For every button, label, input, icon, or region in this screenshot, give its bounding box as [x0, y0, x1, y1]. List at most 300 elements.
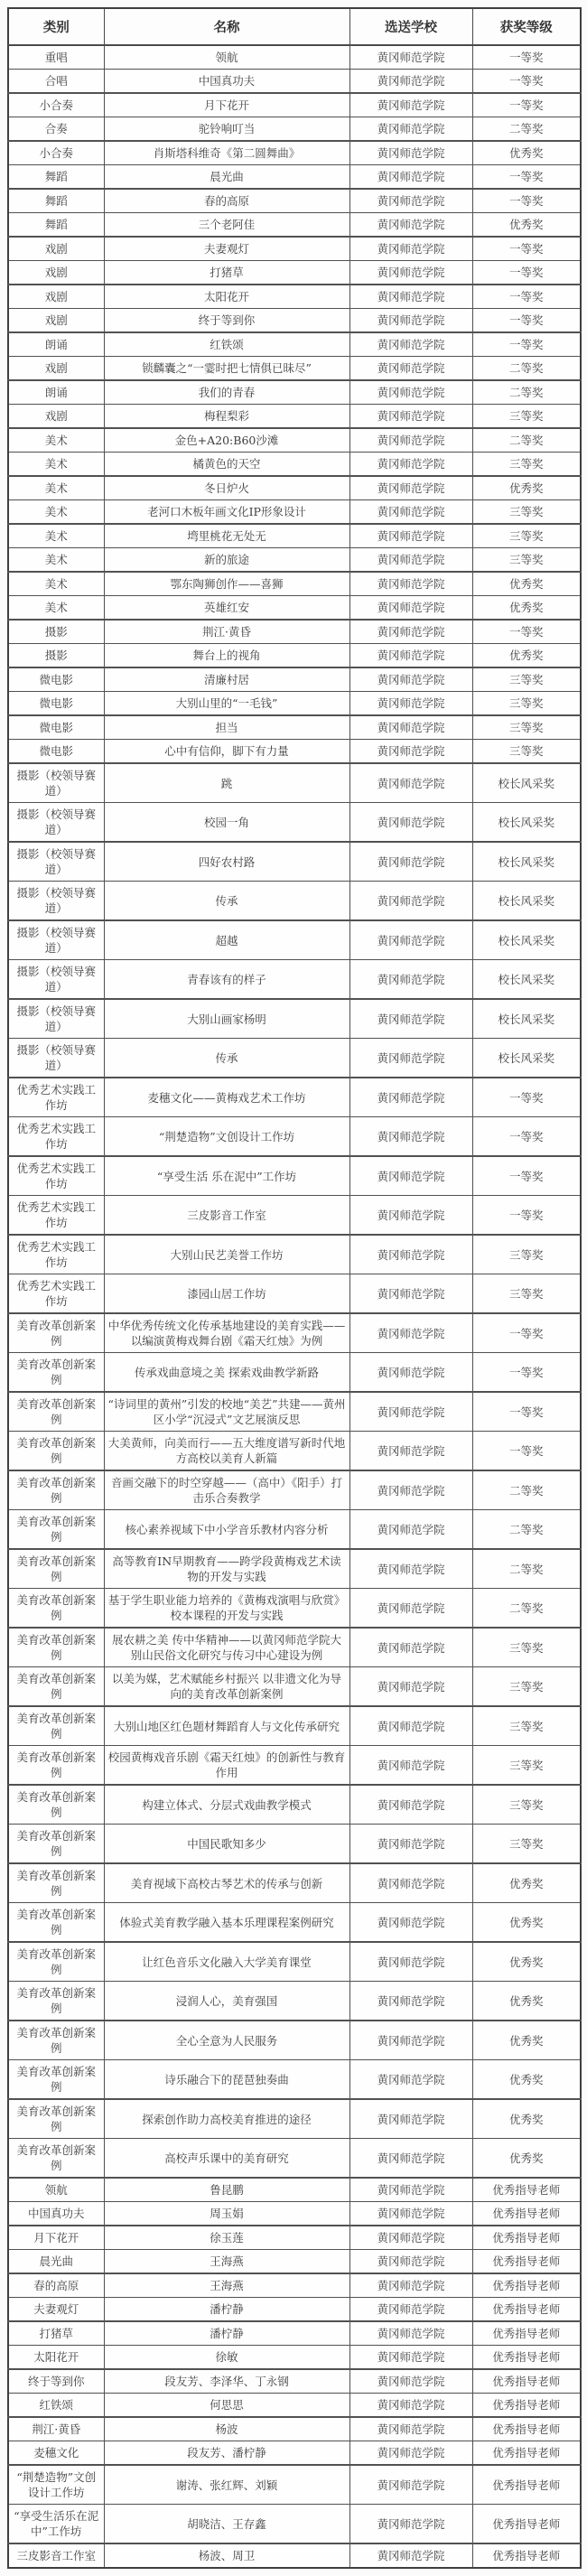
cell-award: 优秀指导老师 — [472, 2226, 581, 2250]
table-row — [8, 1628, 581, 1667]
table-row — [8, 2298, 581, 2322]
cell-name: 青春该有的样子 — [104, 960, 349, 1000]
cell-name: 校园一角 — [104, 803, 349, 843]
cell-school: 黄冈师范学院 — [349, 2250, 472, 2274]
cell-award: 优秀奖 — [472, 644, 581, 668]
cell-category: 戏剧 — [8, 309, 104, 333]
cell-category: 戏剧 — [8, 261, 104, 285]
table-row — [8, 842, 581, 882]
table-row — [8, 2178, 581, 2202]
cell-award: 优秀指导老师 — [472, 2543, 581, 2568]
table-row — [8, 405, 581, 429]
table-row — [8, 2060, 581, 2100]
cell-name: 潘柠静 — [104, 2298, 349, 2322]
cell-category: 领航 — [8, 2178, 104, 2202]
cell-school: 黄冈师范学院 — [349, 2417, 472, 2441]
cell-school: 黄冈师范学院 — [349, 2202, 472, 2226]
cell-name: 梅程梨彩 — [104, 405, 349, 429]
cell-category: “享受生活乐在泥中”工作坊 — [8, 2505, 104, 2544]
cell-name: 月下花开 — [104, 93, 349, 117]
cell-award: 优秀奖 — [472, 141, 581, 165]
cell-award: 校长风采奖 — [472, 763, 581, 803]
table-row — [8, 1589, 581, 1629]
cell-award: 校长风采奖 — [472, 960, 581, 1000]
cell-school: 黄冈师范学院 — [349, 1982, 472, 2021]
cell-name: 晨光曲 — [104, 165, 349, 190]
cell-category: 优秀艺术实践工作坊 — [8, 1117, 104, 1157]
cell-school: 黄冈师范学院 — [349, 2441, 472, 2466]
cell-name: 传承 — [104, 882, 349, 921]
cell-category: 微电影 — [8, 692, 104, 716]
cell-award: 一等奖 — [472, 261, 581, 285]
table-row — [8, 2099, 581, 2139]
cell-award: 优秀奖 — [472, 1942, 581, 1982]
cell-name: “诗词里的黄州”引发的校地“美艺”共建——黄州区小学“沉浸式”文艺展演反思 — [104, 1392, 349, 1432]
cell-school: 黄冈师范学院 — [349, 596, 472, 621]
cell-category: 美育改革创新案例 — [8, 1628, 104, 1667]
cell-school: 黄冈师范学院 — [349, 1903, 472, 1943]
table-row — [8, 715, 581, 740]
cell-school: 黄冈师范学院 — [349, 1863, 472, 1903]
cell-award: 优秀指导老师 — [472, 2394, 581, 2418]
cell-name: 体验式美育教学融入基本乐理课程案例研究 — [104, 1903, 349, 1943]
table-row — [8, 261, 581, 285]
cell-award: 二等奖 — [472, 357, 581, 381]
cell-school: 黄冈师范学院 — [349, 2139, 472, 2179]
cell-name: 潘柠静 — [104, 2321, 349, 2346]
table-header — [8, 8, 581, 45]
cell-award: 三等奖 — [472, 405, 581, 429]
cell-name: 鲁昆鹏 — [104, 2178, 349, 2202]
cell-school: 黄冈师范学院 — [349, 70, 472, 94]
cell-category: 重唱 — [8, 45, 104, 70]
cell-category: 合唱 — [8, 70, 104, 94]
cell-school: 黄冈师范学院 — [349, 763, 472, 803]
cell-school: 黄冈师范学院 — [349, 141, 472, 165]
cell-award: 一等奖 — [472, 237, 581, 261]
cell-award: 二等奖 — [472, 1589, 581, 1629]
cell-category: 戏剧 — [8, 357, 104, 381]
cell-school: 黄冈师范学院 — [349, 1628, 472, 1667]
cell-name: 段友芳、潘柠静 — [104, 2441, 349, 2466]
cell-school: 黄冈师范学院 — [349, 453, 472, 477]
cell-award: 校长风采奖 — [472, 1039, 581, 1078]
cell-award: 一等奖 — [472, 620, 581, 644]
cell-school: 黄冈师范学院 — [349, 165, 472, 190]
cell-category: “荆楚造物”文创设计工作坊 — [8, 2465, 104, 2505]
table-row — [8, 2543, 581, 2568]
cell-school: 黄冈师范学院 — [349, 2505, 472, 2544]
cell-award: 优秀指导老师 — [472, 2250, 581, 2274]
cell-school: 黄冈师范学院 — [349, 476, 472, 500]
cell-category: 微电影 — [8, 740, 104, 764]
cell-award: 优秀奖 — [472, 2060, 581, 2100]
table-row — [8, 1392, 581, 1432]
cell-school: 黄冈师范学院 — [349, 2021, 472, 2060]
cell-category: 美术 — [8, 476, 104, 500]
header-row — [8, 8, 581, 45]
cell-school: 黄冈师范学院 — [349, 1549, 472, 1589]
table-body — [8, 45, 581, 2568]
table-row — [8, 1746, 581, 1786]
cell-school: 黄冈师范学院 — [349, 882, 472, 921]
cell-category: 美育改革创新案例 — [8, 2099, 104, 2139]
cell-school: 黄冈师范学院 — [349, 332, 472, 357]
table-row — [8, 309, 581, 333]
cell-name: 王海燕 — [104, 2273, 349, 2298]
cell-name: 谢涛、张红辉、刘颖 — [104, 2465, 349, 2505]
cell-category: 美育改革创新案例 — [8, 1510, 104, 1550]
table-row — [8, 2465, 581, 2505]
cell-category: 摄影（校领导赛道） — [8, 920, 104, 960]
table-row — [8, 1432, 581, 1471]
cell-category: 美术 — [8, 453, 104, 477]
table-row — [8, 1196, 581, 1236]
cell-school: 黄冈师范学院 — [349, 1432, 472, 1471]
cell-category: 美育改革创新案例 — [8, 2139, 104, 2179]
cell-award: 二等奖 — [472, 117, 581, 142]
header-category: 类别 — [8, 8, 104, 45]
cell-school: 黄冈师范学院 — [349, 803, 472, 843]
cell-category: 美育改革创新案例 — [8, 1706, 104, 1746]
cell-category: 麦穗文化 — [8, 2441, 104, 2466]
header-name: 名称 — [104, 8, 349, 45]
cell-category: 舞蹈 — [8, 165, 104, 190]
cell-category: 夫妻观灯 — [8, 2298, 104, 2322]
cell-award: 优秀奖 — [472, 1863, 581, 1903]
cell-award: 一等奖 — [472, 1156, 581, 1196]
cell-name: 金色+A20:B60沙滩 — [104, 428, 349, 453]
cell-name: 基于学生职业能力培养的《黄梅戏演唱与欣赏》校本课程的开发与实践 — [104, 1589, 349, 1629]
cell-award: 三等奖 — [472, 1235, 581, 1274]
cell-award: 三等奖 — [472, 548, 581, 573]
cell-award: 三等奖 — [472, 740, 581, 764]
table-row — [8, 1235, 581, 1274]
cell-school: 黄冈师范学院 — [349, 548, 472, 573]
cell-name: 探索创作助力高校美育推进的途径 — [104, 2099, 349, 2139]
cell-category: 美育改革创新案例 — [8, 1432, 104, 1471]
cell-category: 小合奏 — [8, 141, 104, 165]
cell-name: 高等教育IN早期教育——跨学段黄梅戏艺术读物的开发与实践 — [104, 1549, 349, 1589]
cell-school: 黄冈师范学院 — [349, 1942, 472, 1982]
cell-award: 一等奖 — [472, 285, 581, 309]
cell-name: 夫妻观灯 — [104, 237, 349, 261]
table-row — [8, 882, 581, 921]
table-row — [8, 572, 581, 596]
cell-name: 荆江·黄昏 — [104, 620, 349, 644]
cell-category: 摄影 — [8, 644, 104, 668]
cell-award: 三等奖 — [472, 715, 581, 740]
cell-category: 舞蹈 — [8, 189, 104, 213]
cell-school: 黄冈师范学院 — [349, 261, 472, 285]
cell-name: 漆园山居工作坊 — [104, 1274, 349, 1314]
cell-school: 黄冈师范学院 — [349, 237, 472, 261]
cell-school: 黄冈师范学院 — [349, 1039, 472, 1078]
cell-award: 三等奖 — [472, 1274, 581, 1314]
cell-award: 二等奖 — [472, 1470, 581, 1510]
cell-school: 黄冈师范学院 — [349, 999, 472, 1039]
cell-award: 一等奖 — [472, 1353, 581, 1393]
cell-category: 美术 — [8, 428, 104, 453]
cell-school: 黄冈师范学院 — [349, 309, 472, 333]
cell-school: 黄冈师范学院 — [349, 2346, 472, 2370]
cell-name: 徐玉莲 — [104, 2226, 349, 2250]
cell-school: 黄冈师范学院 — [349, 740, 472, 764]
cell-name: 橘黄色的天空 — [104, 453, 349, 477]
cell-school: 黄冈师范学院 — [349, 1785, 472, 1825]
table-row — [8, 2369, 581, 2394]
cell-award: 三等奖 — [472, 1706, 581, 1746]
cell-school: 黄冈师范学院 — [349, 1078, 472, 1117]
cell-award: 优秀指导老师 — [472, 2273, 581, 2298]
table-row — [8, 2441, 581, 2466]
table-row — [8, 2321, 581, 2346]
cell-category: 美育改革创新案例 — [8, 2060, 104, 2100]
table-row — [8, 476, 581, 500]
cell-category: 美育改革创新案例 — [8, 2021, 104, 2060]
cell-school: 黄冈师范学院 — [349, 1510, 472, 1550]
table-row — [8, 2226, 581, 2250]
cell-category: 美育改革创新案例 — [8, 1982, 104, 2021]
table-row — [8, 428, 581, 453]
cell-school: 黄冈师范学院 — [349, 285, 472, 309]
cell-name: 胡晓洁、王存鑫 — [104, 2505, 349, 2544]
cell-category: 美育改革创新案例 — [8, 1392, 104, 1432]
cell-name: 超越 — [104, 920, 349, 960]
cell-award: 三等奖 — [472, 453, 581, 477]
cell-name: 传承戏曲意境之美 探索戏曲教学新路 — [104, 1353, 349, 1393]
cell-school: 黄冈师范学院 — [349, 2465, 472, 2505]
table-row — [8, 999, 581, 1039]
cell-name: 老河口木板年画文化IP形象设计 — [104, 500, 349, 525]
cell-category: 微电影 — [8, 667, 104, 692]
cell-category: 摄影（校领导赛道） — [8, 842, 104, 882]
cell-award: 三等奖 — [472, 1785, 581, 1825]
cell-category: 美育改革创新案例 — [8, 1785, 104, 1825]
table-row — [8, 692, 581, 716]
cell-school: 黄冈师范学院 — [349, 960, 472, 1000]
cell-category: 美育改革创新案例 — [8, 1589, 104, 1629]
cell-award: 优秀奖 — [472, 2139, 581, 2179]
cell-award: 校长风采奖 — [472, 803, 581, 843]
table-row — [8, 2346, 581, 2370]
cell-name: 新的旅途 — [104, 548, 349, 573]
cell-name: 太阳花开 — [104, 285, 349, 309]
cell-name: 三个老阿佳 — [104, 213, 349, 238]
cell-school: 黄冈师范学院 — [349, 620, 472, 644]
table-row — [8, 2417, 581, 2441]
table-row — [8, 213, 581, 238]
table-row — [8, 117, 581, 142]
cell-name: 核心素养视域下中小学音乐教材内容分析 — [104, 1510, 349, 1550]
cell-name: 跳 — [104, 763, 349, 803]
cell-category: 美术 — [8, 500, 104, 525]
cell-award: 一等奖 — [472, 1117, 581, 1157]
cell-school: 黄冈师范学院 — [349, 1313, 472, 1353]
cell-category: 小合奏 — [8, 93, 104, 117]
cell-award: 优秀奖 — [472, 476, 581, 500]
cell-name: 校园黄梅戏音乐剧《霜天红烛》的创新性与教育作用 — [104, 1746, 349, 1786]
cell-name: 冬日炉火 — [104, 476, 349, 500]
cell-school: 黄冈师范学院 — [349, 1235, 472, 1274]
cell-school: 黄冈师范学院 — [349, 428, 472, 453]
cell-name: 大别山里的“一毛钱” — [104, 692, 349, 716]
cell-award: 优秀奖 — [472, 2099, 581, 2139]
cell-category: 戏剧 — [8, 405, 104, 429]
cell-category: 优秀艺术实践工作坊 — [8, 1274, 104, 1314]
table-row — [8, 1274, 581, 1314]
table-row — [8, 189, 581, 213]
table-row — [8, 548, 581, 573]
cell-name: 浸润人心，美育强国 — [104, 1982, 349, 2021]
table-row — [8, 524, 581, 548]
cell-category: 红铁颂 — [8, 2394, 104, 2418]
cell-award: 优秀奖 — [472, 596, 581, 621]
cell-category: 美育改革创新案例 — [8, 1313, 104, 1353]
table-row — [8, 1470, 581, 1510]
table-row — [8, 2394, 581, 2418]
cell-award: 一等奖 — [472, 70, 581, 94]
cell-school: 黄冈师范学院 — [349, 213, 472, 238]
table-row — [8, 1785, 581, 1825]
cell-award: 二等奖 — [472, 1510, 581, 1550]
cell-award: 一等奖 — [472, 1313, 581, 1353]
cell-name: 中华优秀传统文化传承基地建设的美育实践——以编演黄梅戏舞台剧《霜天红烛》为例 — [104, 1313, 349, 1353]
table-row — [8, 1313, 581, 1353]
cell-name: 担当 — [104, 715, 349, 740]
cell-school: 黄冈师范学院 — [349, 715, 472, 740]
cell-award: 二等奖 — [472, 1549, 581, 1589]
cell-school: 黄冈师范学院 — [349, 93, 472, 117]
cell-category: 摄影（校领导赛道） — [8, 803, 104, 843]
cell-award: 三等奖 — [472, 667, 581, 692]
cell-award: 优秀指导老师 — [472, 2346, 581, 2370]
table-row — [8, 165, 581, 190]
cell-name: 锁麟囊之“一霎时把七情俱已昧尽” — [104, 357, 349, 381]
cell-category: 微电影 — [8, 715, 104, 740]
cell-name: 鄂东陶狮创作——喜狮 — [104, 572, 349, 596]
cell-category: 荆江·黄昏 — [8, 2417, 104, 2441]
cell-category: 优秀艺术实践工作坊 — [8, 1078, 104, 1117]
table-row — [8, 237, 581, 261]
cell-award: 三等奖 — [472, 1628, 581, 1667]
cell-name: 领航 — [104, 45, 349, 70]
cell-school: 黄冈师范学院 — [349, 1117, 472, 1157]
cell-name: 英雄红安 — [104, 596, 349, 621]
cell-category: 戏剧 — [8, 285, 104, 309]
cell-name: 美育视域下高校古琴艺术的传承与创新 — [104, 1863, 349, 1903]
cell-award: 二等奖 — [472, 380, 581, 405]
cell-award: 一等奖 — [472, 189, 581, 213]
table-row — [8, 1353, 581, 1393]
cell-award: 三等奖 — [472, 1825, 581, 1864]
cell-category: 摄影（校领导赛道） — [8, 999, 104, 1039]
cell-award: 三等奖 — [472, 1746, 581, 1786]
cell-category: 美育改革创新案例 — [8, 1863, 104, 1903]
cell-category: 舞蹈 — [8, 213, 104, 238]
table-row — [8, 2021, 581, 2060]
cell-award: 三等奖 — [472, 500, 581, 525]
cell-award: 优秀指导老师 — [472, 2505, 581, 2544]
table-row — [8, 1942, 581, 1982]
cell-category: 摄影（校领导赛道） — [8, 882, 104, 921]
cell-award: 优秀奖 — [472, 1982, 581, 2021]
cell-category: 月下花开 — [8, 2226, 104, 2250]
cell-school: 黄冈师范学院 — [349, 2321, 472, 2346]
cell-name: 心中有信仰，脚下有力量 — [104, 740, 349, 764]
cell-name: 大别山地区红色题材舞蹈育人与文化传承研究 — [104, 1706, 349, 1746]
table-row — [8, 141, 581, 165]
cell-award: 一等奖 — [472, 332, 581, 357]
table-row — [8, 1510, 581, 1550]
cell-category: 优秀艺术实践工作坊 — [8, 1156, 104, 1196]
cell-school: 黄冈师范学院 — [349, 524, 472, 548]
cell-name: 高校声乐课中的美育研究 — [104, 2139, 349, 2179]
cell-category: 朗诵 — [8, 380, 104, 405]
cell-name: 肖斯塔科维奇《第二圆舞曲》 — [104, 141, 349, 165]
cell-school: 黄冈师范学院 — [349, 1392, 472, 1432]
cell-school: 黄冈师范学院 — [349, 357, 472, 381]
cell-school: 黄冈师范学院 — [349, 2099, 472, 2139]
cell-category: 太阳花开 — [8, 2346, 104, 2370]
cell-name: “荆楚造物”文创设计工作坊 — [104, 1117, 349, 1157]
cell-category: 美育改革创新案例 — [8, 1470, 104, 1510]
cell-name: 红铁颂 — [104, 332, 349, 357]
cell-category: 摄影 — [8, 620, 104, 644]
cell-name: 大美黄师，向美而行——五大维度谱写新时代地方高校以美育人新篇 — [104, 1432, 349, 1471]
cell-category: 终于等到你 — [8, 2369, 104, 2394]
table-row — [8, 500, 581, 525]
cell-award: 优秀指导老师 — [472, 2369, 581, 2394]
cell-name: 舞台上的视角 — [104, 644, 349, 668]
table-row — [8, 1156, 581, 1196]
table-row — [8, 803, 581, 843]
cell-award: 一等奖 — [472, 165, 581, 190]
cell-school: 黄冈师范学院 — [349, 572, 472, 596]
cell-category: 春的高原 — [8, 2273, 104, 2298]
cell-category: 优秀艺术实践工作坊 — [8, 1196, 104, 1236]
table-row — [8, 2202, 581, 2226]
cell-name: 打猪草 — [104, 261, 349, 285]
cell-award: 一等奖 — [472, 1078, 581, 1117]
cell-award: 二等奖 — [472, 428, 581, 453]
cell-category: 美育改革创新案例 — [8, 1942, 104, 1982]
header-school: 选送学校 — [349, 8, 472, 45]
cell-award: 优秀奖 — [472, 572, 581, 596]
cell-category: 美育改革创新案例 — [8, 1353, 104, 1393]
cell-name: 春的高原 — [104, 189, 349, 213]
table-row — [8, 1982, 581, 2021]
table-row — [8, 1039, 581, 1078]
cell-category: 摄影（校领导赛道） — [8, 763, 104, 803]
cell-school: 黄冈师范学院 — [349, 2369, 472, 2394]
cell-name: 中国民歌知多少 — [104, 1825, 349, 1864]
cell-name: 段友芳、李泽华、丁永钢 — [104, 2369, 349, 2394]
cell-category: 优秀艺术实践工作坊 — [8, 1235, 104, 1274]
cell-award: 优秀指导老师 — [472, 2321, 581, 2346]
table-row — [8, 70, 581, 94]
table-row — [8, 1117, 581, 1157]
table-row — [8, 2505, 581, 2544]
cell-award: 优秀奖 — [472, 2021, 581, 2060]
cell-name: 杨波、周卫 — [104, 2543, 349, 2568]
cell-school: 黄冈师范学院 — [349, 644, 472, 668]
cell-category: 晨光曲 — [8, 2250, 104, 2274]
table-row — [8, 1825, 581, 1864]
cell-school: 黄冈师范学院 — [349, 1470, 472, 1510]
cell-award: 一等奖 — [472, 309, 581, 333]
table-row — [8, 920, 581, 960]
